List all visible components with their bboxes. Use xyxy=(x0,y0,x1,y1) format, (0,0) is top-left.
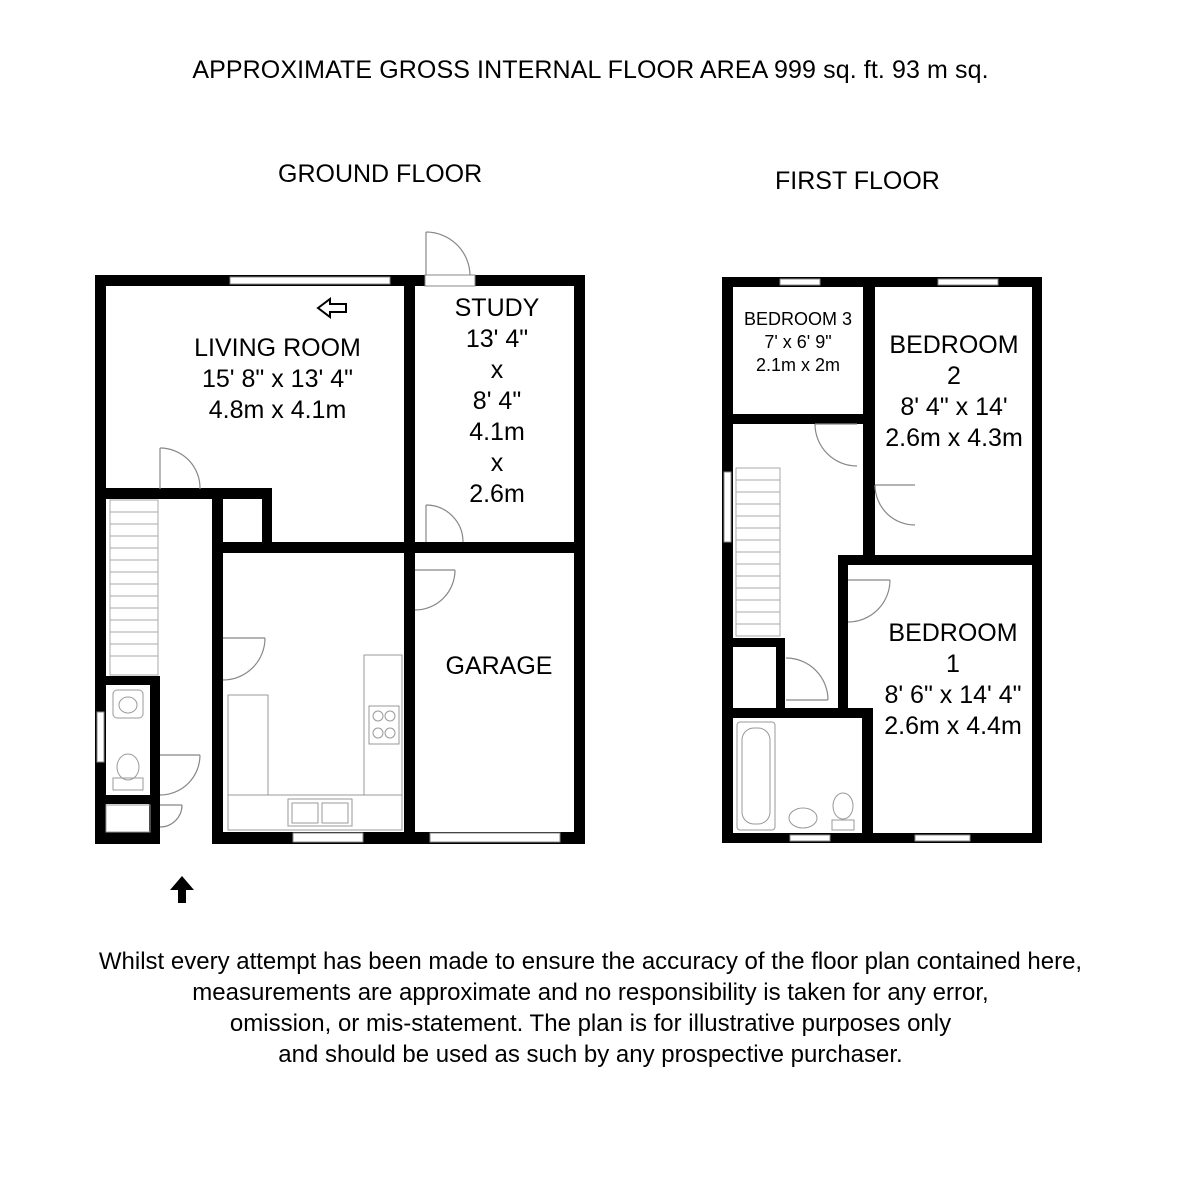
bedroom1-number: 1 xyxy=(946,650,960,678)
bathroom-fixtures xyxy=(737,722,854,830)
study-dim-line: 2.6m xyxy=(469,480,525,508)
disclaimer-line: measurements are approximate and no responsibility is taken for any error, xyxy=(192,979,989,1006)
disclaimer-text xyxy=(0,946,1181,1070)
disclaimer-line: and should be used as such by any prospective purchaser. xyxy=(278,1041,903,1068)
garage-name: GARAGE xyxy=(445,652,553,680)
study-dim-line: 8' 4" xyxy=(472,387,522,415)
ground-floor-label: GROUND FLOOR xyxy=(278,160,483,188)
bedroom3-label xyxy=(734,308,862,377)
bedroom2-label xyxy=(876,330,1032,454)
bedroom3-metric: 2.1m x 2m xyxy=(755,355,841,375)
study-dim-line: x xyxy=(490,449,504,477)
ground-floor-doors xyxy=(160,232,470,827)
study-dim-line: 4.1m xyxy=(469,418,525,446)
study-name: STUDY xyxy=(454,294,540,322)
bedroom3-imperial: 7' x 6' 9" xyxy=(764,332,832,352)
living-room-arrow-icon xyxy=(318,299,346,317)
bedroom2-number: 2 xyxy=(947,362,961,390)
bedroom1-label xyxy=(874,618,1032,742)
bedroom1-name: BEDROOM xyxy=(888,619,1018,647)
wc-fixtures xyxy=(106,690,150,832)
bedroom2-name: BEDROOM xyxy=(889,331,1019,359)
bedroom1-metric: 2.6m x 4.4m xyxy=(884,712,1022,740)
bedroom3-name: BEDROOM 3 xyxy=(743,309,853,329)
living-room-name: LIVING ROOM xyxy=(194,334,361,362)
ground-floor-stairs xyxy=(110,500,158,675)
bedroom1-imperial: 8' 6" x 14' 4" xyxy=(884,681,1022,709)
disclaimer-line: omission, or mis-statement. The plan is for illustrative purposes only xyxy=(229,1010,952,1037)
living-room-label xyxy=(170,333,385,426)
entrance-arrow-icon xyxy=(170,876,194,903)
first-floor-label: FIRST FLOOR xyxy=(775,167,940,195)
living-room-metric: 4.8m x 4.1m xyxy=(208,396,347,424)
floor-area-title: APPROXIMATE GROSS INTERNAL FLOOR AREA 999 sq. ft. 93 m sq. xyxy=(192,56,989,84)
first-floor-stairs xyxy=(736,468,780,636)
study-label xyxy=(432,293,562,510)
study-dim-line: x xyxy=(490,356,504,384)
study-dim-line: 13' 4" xyxy=(465,325,529,353)
kitchen-fixtures xyxy=(228,655,402,830)
garage-label xyxy=(425,651,573,682)
disclaimer-line: Whilst every attempt has been made to ensure the accuracy of the floor plan contained here, xyxy=(98,948,1083,975)
bedroom2-metric: 2.6m x 4.3m xyxy=(885,424,1023,452)
living-room-imperial: 15' 8" x 13' 4" xyxy=(201,365,353,393)
bedroom2-imperial: 8' 4" x 14' xyxy=(900,393,1008,421)
